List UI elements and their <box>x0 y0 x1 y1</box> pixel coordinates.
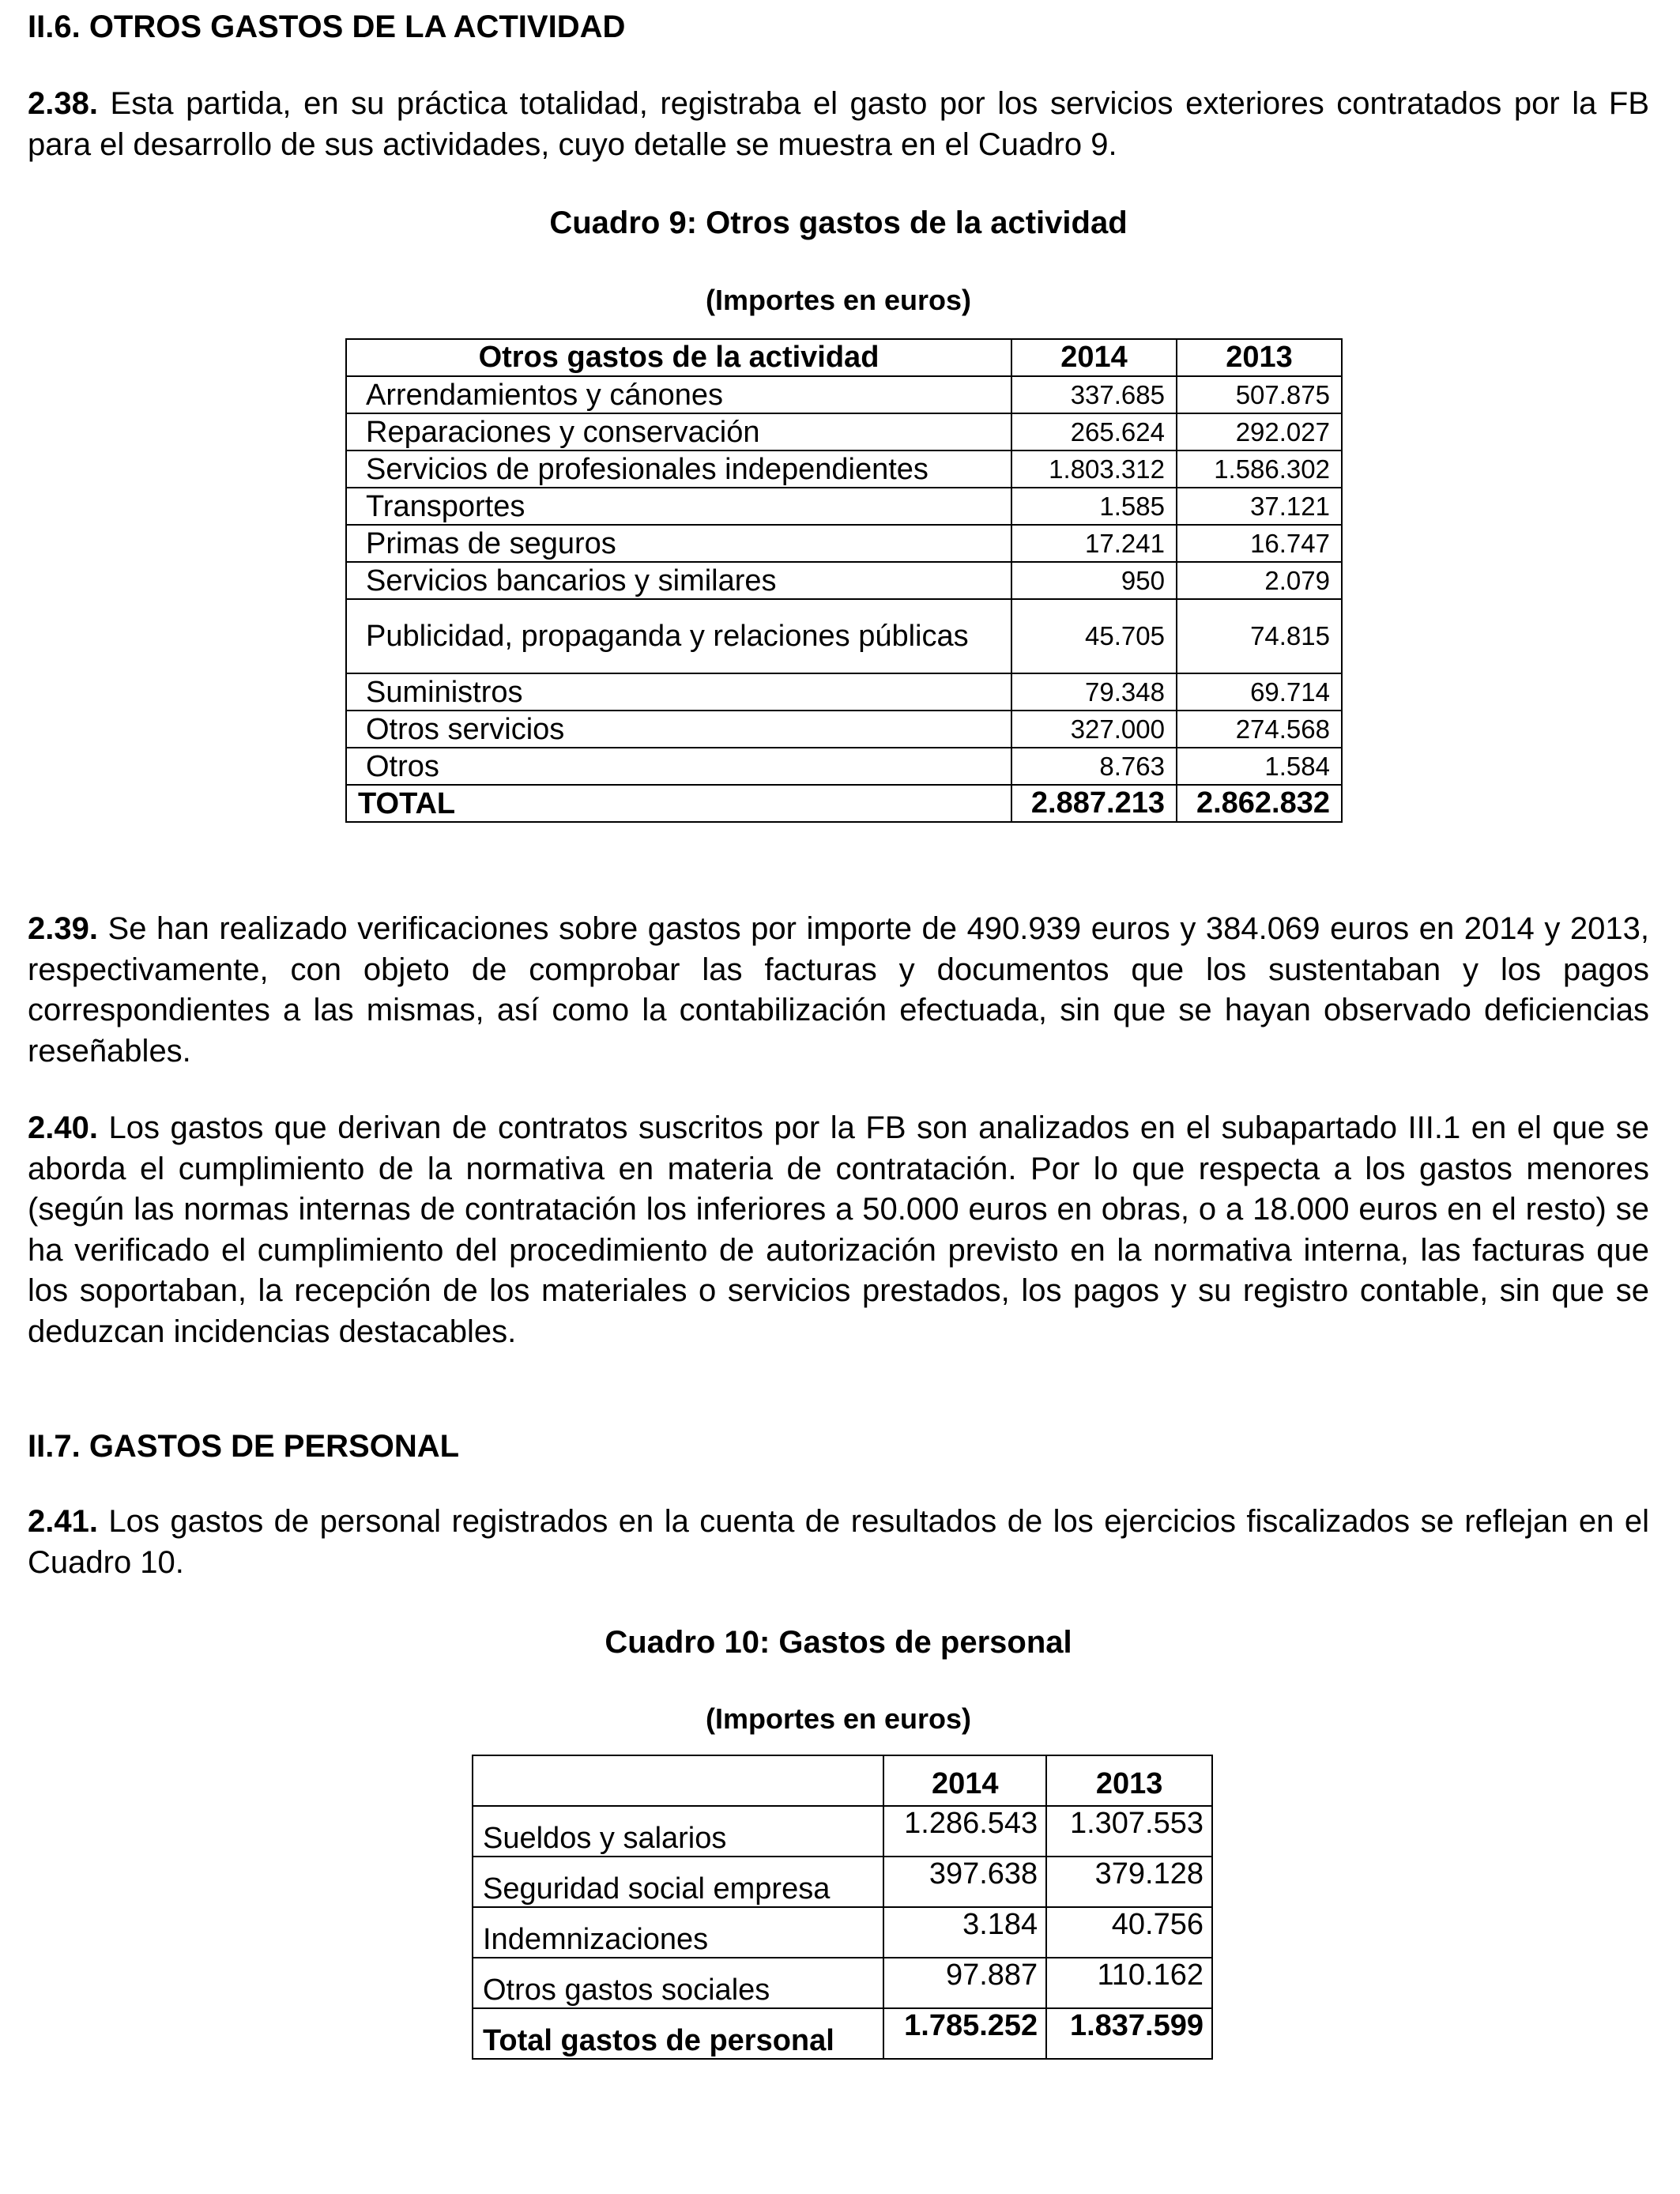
column-header: Otros gastos de la actividad <box>346 339 1011 376</box>
row-label: Otros <box>346 748 1011 785</box>
row-label: Servicios bancarios y similares <box>346 562 1011 599</box>
paragraph-2-41 <box>28 1502 1649 1583</box>
paragraph-text: Esta partida, en su práctica totalidad, registraba el gasto por los servicios exteriores contratados por la FB para el desarrollo de sus actividades, cuyo detalle se muestra en el Cuadro 9. <box>28 86 1649 162</box>
paragraph-text: Se han realizado verificaciones sobre gastos por importe de 490.939 euros y 384.069 euros en 2014 y 2013, respectivamente, con objeto de comprobar las facturas y documentos que los sustentaban y los pagos correspondientes a las mismas, así como la contabilización efectuada, sin que se hayan observado deficiencias reseñables. <box>28 911 1649 1069</box>
row-label: Primas de seguros <box>346 525 1011 562</box>
paragraph-number: 2.40. <box>28 1110 98 1145</box>
value-2013: 74.815 <box>1177 599 1342 673</box>
value-2013: 274.568 <box>1177 711 1342 748</box>
value-2013: 1.586.302 <box>1177 450 1342 488</box>
column-header: 2014 <box>883 1755 1046 1806</box>
row-label: Sueldos y salarios <box>473 1806 883 1857</box>
total-label: TOTAL <box>346 785 1011 822</box>
row-label: Reparaciones y conservación <box>346 413 1011 450</box>
value-2013: 1.307.553 <box>1046 1806 1212 1857</box>
table-row <box>346 711 1342 748</box>
table-total-row <box>473 2008 1212 2059</box>
value-2014: 45.705 <box>1011 599 1177 673</box>
row-label: Publicidad, propaganda y relaciones públicas <box>346 599 1011 673</box>
value-2014: 97.887 <box>883 1958 1046 2008</box>
table-row <box>473 1958 1212 2008</box>
row-label: Servicios de profesionales independientes <box>346 450 1011 488</box>
value-2014: 397.638 <box>883 1857 1046 1907</box>
value-2014: 327.000 <box>1011 711 1177 748</box>
table-row <box>346 748 1342 785</box>
row-label: Otros gastos sociales <box>473 1958 883 2008</box>
value-2014: 950 <box>1011 562 1177 599</box>
paragraph-number: 2.38. <box>28 86 98 121</box>
total-2013: 1.837.599 <box>1046 2008 1212 2059</box>
value-2014: 1.585 <box>1011 488 1177 525</box>
table-total-row <box>346 785 1342 822</box>
table-row <box>346 376 1342 413</box>
column-header <box>473 1755 883 1806</box>
section-heading-2-7: II.7. GASTOS DE PERSONAL <box>28 1429 460 1464</box>
table-header-row <box>473 1755 1212 1806</box>
table-gastos-personal <box>472 1755 1213 2060</box>
row-label: Transportes <box>346 488 1011 525</box>
table-row <box>473 1857 1212 1907</box>
section-heading-2-6: II.6. OTROS GASTOS DE LA ACTIVIDAD <box>28 9 626 44</box>
table-row <box>346 450 1342 488</box>
table-row <box>346 599 1342 673</box>
row-label: Suministros <box>346 673 1011 711</box>
value-2014: 3.184 <box>883 1907 1046 1958</box>
row-label: Indemnizaciones <box>473 1907 883 1958</box>
table10-units: (Importes en euros) <box>705 1702 972 1735</box>
value-2014: 337.685 <box>1011 376 1177 413</box>
paragraph-text: Los gastos que derivan de contratos suscritos por la FB son analizados en el subapartado III.1 en el que se aborda el cumplimiento de la normativa en materia de contratación. Por lo que respecta a los gastos menores (según las normas internas de contratación los inferiores a 50.000 euros en obras, o a 18.000 euros en el resto) se ha verificado el cumplimiento del procedimiento de autorización previsto en la normativa interna, las facturas que los soportaban, la recepción de los materiales o servicios prestados, los pagos y su registro contable, sin que se deduzcan incidencias destacables. <box>28 1110 1649 1349</box>
paragraph-number: 2.41. <box>28 1504 98 1539</box>
total-2014: 1.785.252 <box>883 2008 1046 2059</box>
table-row <box>346 488 1342 525</box>
table-row <box>346 562 1342 599</box>
table-row <box>473 1907 1212 1958</box>
table-row <box>346 413 1342 450</box>
table-row <box>346 525 1342 562</box>
column-header: 2013 <box>1177 339 1342 376</box>
table-row <box>473 1806 1212 1857</box>
paragraph-number: 2.39. <box>28 911 98 946</box>
table-otros-gastos <box>345 338 1343 823</box>
table9-units: (Importes en euros) <box>705 284 972 316</box>
value-2014: 265.624 <box>1011 413 1177 450</box>
total-label: Total gastos de personal <box>473 2008 883 2059</box>
value-2013: 379.128 <box>1046 1857 1212 1907</box>
value-2013: 2.079 <box>1177 562 1342 599</box>
value-2013: 292.027 <box>1177 413 1342 450</box>
value-2013: 69.714 <box>1177 673 1342 711</box>
table-header-row <box>346 339 1342 376</box>
value-2013: 110.162 <box>1046 1958 1212 2008</box>
value-2014: 8.763 <box>1011 748 1177 785</box>
column-header: 2014 <box>1011 339 1177 376</box>
value-2014: 1.803.312 <box>1011 450 1177 488</box>
row-label: Otros servicios <box>346 711 1011 748</box>
row-label: Arrendamientos y cánones <box>346 376 1011 413</box>
value-2013: 40.756 <box>1046 1907 1212 1958</box>
value-2013: 507.875 <box>1177 376 1342 413</box>
paragraph-text: Los gastos de personal registrados en la cuenta de resultados de los ejercicios fiscalizados se reflejan en el Cuadro 10. <box>28 1504 1649 1580</box>
value-2014: 17.241 <box>1011 525 1177 562</box>
row-label: Seguridad social empresa <box>473 1857 883 1907</box>
value-2013: 37.121 <box>1177 488 1342 525</box>
value-2013: 16.747 <box>1177 525 1342 562</box>
total-2013: 2.862.832 <box>1177 785 1342 822</box>
value-2014: 1.286.543 <box>883 1806 1046 1857</box>
column-header: 2013 <box>1046 1755 1212 1806</box>
table-row <box>346 673 1342 711</box>
paragraph-2-38 <box>28 84 1649 165</box>
paragraph-2-39 <box>28 909 1649 1072</box>
total-2014: 2.887.213 <box>1011 785 1177 822</box>
value-2014: 79.348 <box>1011 673 1177 711</box>
table9-caption: Cuadro 9: Otros gastos de la actividad <box>549 205 1128 240</box>
value-2013: 1.584 <box>1177 748 1342 785</box>
table10-caption: Cuadro 10: Gastos de personal <box>605 1625 1072 1660</box>
paragraph-2-40 <box>28 1108 1649 1352</box>
